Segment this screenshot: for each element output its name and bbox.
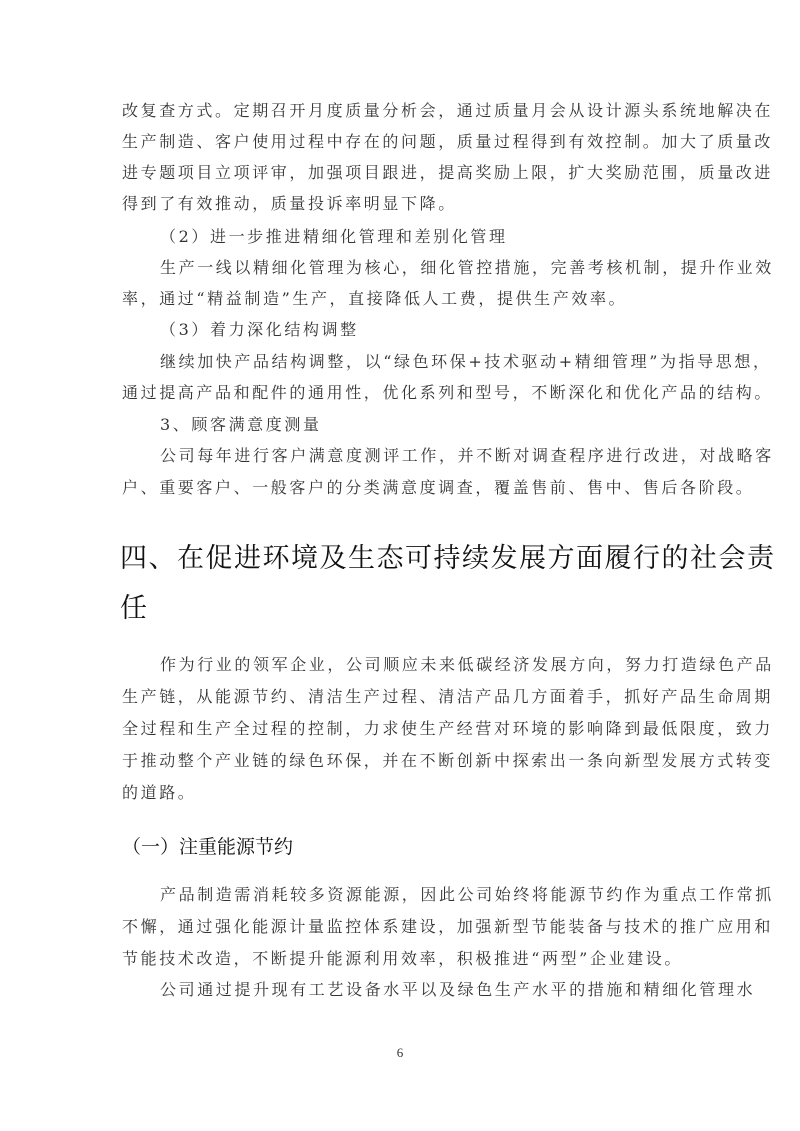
- text-line: 节能技术改造，不断提升能源利用效率，积极推进“两型”企业建设。: [122, 949, 683, 968]
- text-line: 改复查方式。定期召开月度质量分析会，通过质量月会从设计源头系统地解决在: [122, 101, 774, 120]
- text-line: 公司通过提升现有工艺设备水平以及绿色生产水平的措施和精细化管理水: [160, 980, 756, 999]
- text-line: 继续加快产品结构调整，以“绿色环保+技术驱动+精细管理”为指导思想，: [160, 352, 772, 371]
- text-line: 于推动整个产业链的绿色环保，并在不断创新中探索出一条向新型发展方式转变: [122, 751, 774, 770]
- text-line: 公司每年进行客户满意度测评工作，并不断对调查程序进行改进，对战略客: [160, 446, 774, 465]
- text-line: 产品制造需消耗较多资源能源，因此公司始终将能源节约作为重点工作常抓: [160, 885, 774, 904]
- text-line: 生产链，从能源节约、清洁生产过程、清洁产品几方面着手，抓好产品生命周期: [122, 687, 774, 706]
- text-line: 生产制造、客户使用过程中存在的问题，质量过程得到有效控制。加大了质量改: [122, 132, 774, 151]
- text-line: 进专题项目立项评审，加强项目跟进，提高奖励上限，扩大奖励范围，质量改进: [122, 163, 774, 182]
- text-line: （3）着力深化结构调整: [160, 320, 359, 339]
- text-line: 作为行业的领军企业，公司顺应未来低碳经济发展方向，努力打造绿色产品: [160, 655, 774, 674]
- text-line: 得到了有效推动，质量投诉率明显下降。: [122, 194, 457, 213]
- text-line: 全过程和生产全过程的控制，力求使生产经营对环境的影响降到最低限度，致力: [122, 719, 774, 738]
- text-line: 生产一线以精细化管理为核心，细化管控措施，完善考核机制，提升作业效: [160, 258, 774, 277]
- text-line: 的道路。: [122, 783, 197, 802]
- text-line: 率，通过“精益制造”生产，直接降低人工费，提供生产效率。: [122, 289, 628, 308]
- page-number: 6: [396, 1045, 404, 1060]
- heading-energy-saving: （一）注重能源节约: [122, 836, 294, 858]
- text-line: 不懈，通过强化能源计量监控体系建设，加强新型节能装备与技术的推广应用和: [122, 917, 774, 936]
- text-line: 户、重要客户、一般客户的分类满意度调查，覆盖售前、售中、售后各阶段。: [122, 478, 755, 497]
- text-line: （2）进一步推进精细化管理和差别化管理: [160, 227, 508, 246]
- heading-section-four-line1: 四、在促进环境及生态可持续发展方面履行的社会责: [120, 543, 776, 573]
- text-line: 通过提高产品和配件的通用性，优化系列和型号，不断深化和优化产品的结构。: [122, 383, 774, 402]
- text-line: 3、顾客满意度测量: [160, 415, 322, 434]
- heading-section-four-line2: 任: [120, 593, 149, 623]
